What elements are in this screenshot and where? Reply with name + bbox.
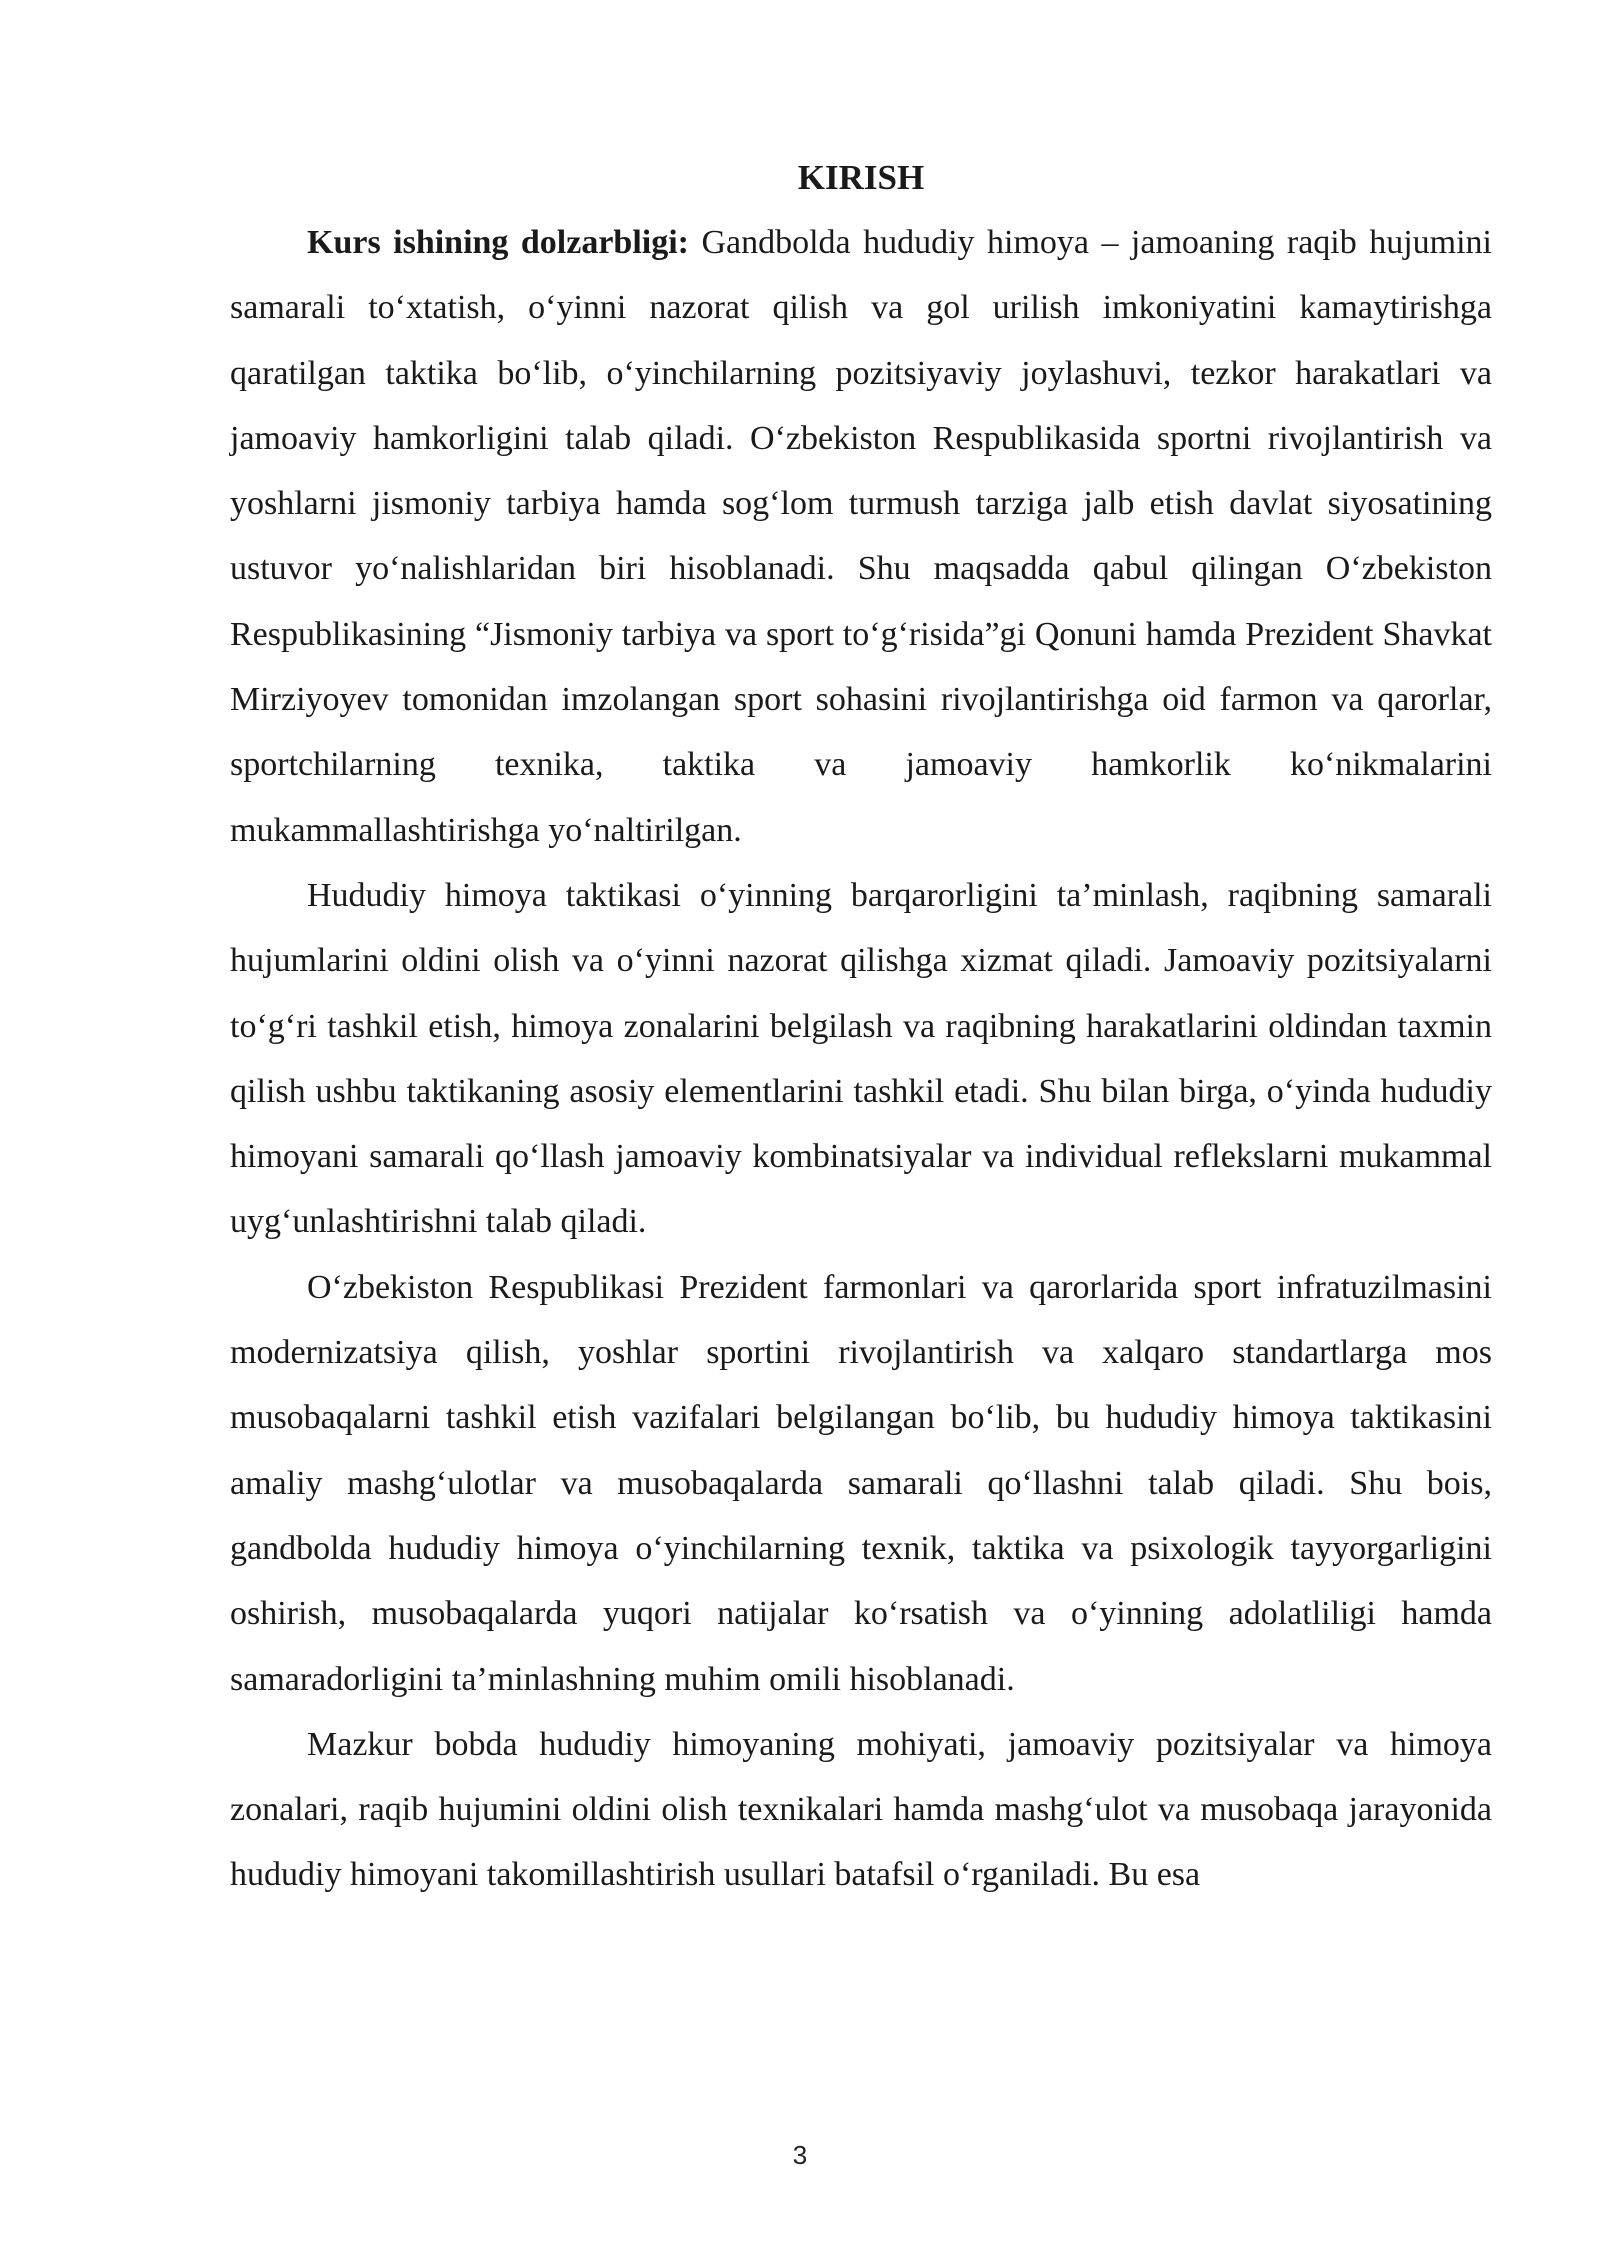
paragraph-zonal-defense-tactics: Hududiy himoya taktikasi o‘yinning barqarorligini ta’minlash, raqibning samarali hujumlarini oldini olish va o‘yinni nazorat qilishga xizmat qiladi. Jamoaviy pozitsiyalarni to‘g‘ri tashkil etish, himoya zonalarini belgilash va raqibning harakatlarini oldindan taxmin qilish ushbu taktikaning asosiy elementlarini tashkil etadi. Shu bilan birga, o‘yinda hududiy himoyani samarali qo‘llash jamoaviy kombinatsiyalar va individual reflekslarni mukammal uyg‘unlashtirishni talab qiladi. [230,876,1492,1241]
paragraph-chapter-overview: Mazkur bobda hududiy himoyaning mohiyati, jamoaviy pozitsiyalar va himoya zonalari, raqib hujumini oldini olish texnikalari hamda mashg‘ulot va musobaqa jarayonida hududiy himoyani takomillashtirish usullari batafsil o‘rganiladi. Bu esa [230,1725,1492,1894]
page-number: 3 [792,2140,808,2170]
section-heading: KIRISH [797,158,925,197]
document-page [230,145,1492,1908]
paragraph-lead-label: Kurs ishining dolzarbligi: [307,224,689,261]
paragraph-presidential-decrees: O‘zbekiston Respublikasi Prezident farmonlari va qarorlarida sport infratuzilmasini modernizatsiya qilish, yoshlar sportini rivojlantirish va xalqaro standartlarga mos musobaqalarni tashkil etish vazifalari belgilangan bo‘lib, bu hududiy himoya taktikasini amaliy mashg‘ulotlar va musobaqalarda samarali qo‘llashni talab qiladi. Shu bois, gandbolda hududiy himoya o‘yinchilarning texnik, taktika va psixologik tayyorgarligini oshirish, musobaqalarda yuqori natijalar ko‘rsatish va o‘yinning adolatliligi hamda samaradorligini ta’minlashning muhim omili hisoblanadi. [230,1268,1492,1698]
paragraph-relevance [230,210,1492,863]
paragraph-text: Gandbolda hududiy himoya – jamoaning raqib hujumini samarali to‘xtatish, o‘yinni nazorat qilish va gol urilish imkoniyatini kamaytirishga qaratilgan taktika bo‘lib, o‘yinchilarning pozitsiyaviy joylashuvi, tezkor harakatlari va jamoaviy hamkorligini talab qiladi. O‘zbekiston Respublikasida sportni rivojlantirish va yoshlarni jismoniy tarbiya hamda sog‘lom turmush tarziga jalb etish davlat siyosatining ustuvor yo‘nalishlaridan biri hisoblanadi. Shu maqsadda qabul qilingan O‘zbekiston Respublikasining “Jismoniy tarbiya va sport to‘g‘risida”gi Qonuni hamda Prezident Shavkat Mirziyoyev tomonidan imzolangan sport sohasini rivojlantirishga oid farmon va qarorlar, sportchilarning texnika, taktika va jamoaviy hamkorlik ko‘nikmalarini mukammallashtirishga yo‘naltirilgan. [230,224,1492,849]
